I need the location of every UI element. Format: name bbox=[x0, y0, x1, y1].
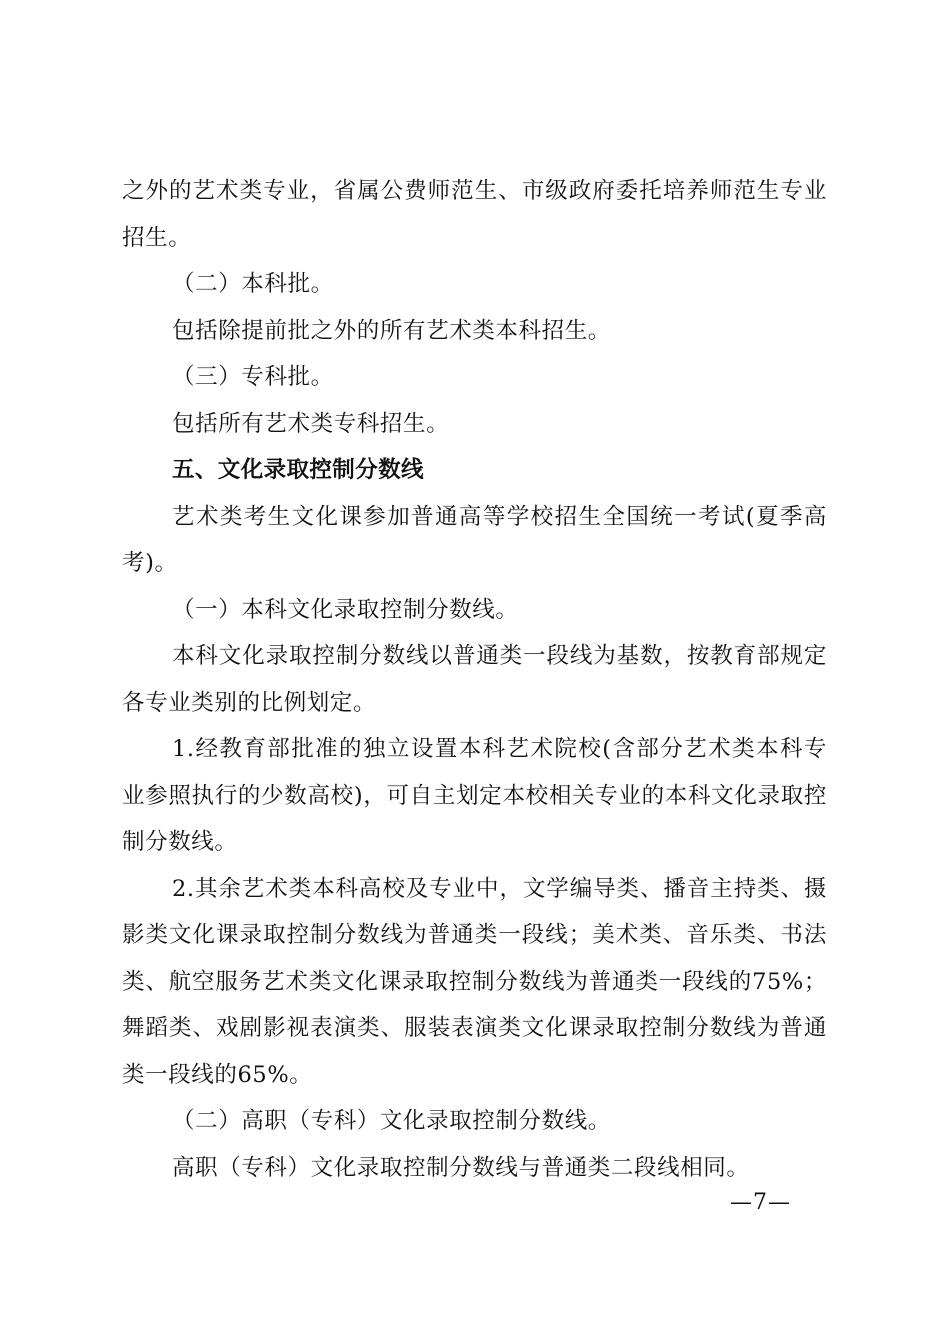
subheading-undergraduate-score-line: （一）本科文化录取控制分数线。 bbox=[172, 596, 519, 623]
list-item-1: 1.经教育部批准的独立设置本科艺术院校(含部分艺术类本科专业参照执行的少数高校)，可自主划定本校相关专业的本科文化录取控制分数线。 bbox=[122, 736, 827, 855]
paragraph-continuation: 之外的艺术类专业，省属公费师范生、市级政府委托培养师范生专业招生。 bbox=[122, 178, 827, 251]
subheading-vocational-score-line: （二）高职（专科）文化录取控制分数线。 bbox=[172, 1108, 611, 1134]
paragraph-vocational-score-line: 高职（专科）文化录取控制分数线与普通类二段线相同。 bbox=[172, 1154, 750, 1181]
paragraph-exam-info: 艺术类考生文化课参加普通高等学校招生全国统一考试(夏季高考)。 bbox=[122, 503, 827, 576]
subheading-undergraduate-batch: （二）本科批。 bbox=[172, 271, 334, 297]
page-number: —7— bbox=[730, 1190, 791, 1215]
subheading-vocational-batch: （三）专科批。 bbox=[172, 364, 334, 390]
document-body bbox=[122, 168, 827, 1191]
paragraph-vocational-batch: 包括所有艺术类专科招生。 bbox=[172, 410, 450, 437]
list-item-2: 2.其余艺术类本科高校及专业中，文学编导类、播音主持类、摄影类文化课录取控制分数线为普通类一段线；美术类、音乐类、书法类、航空服务艺术类文化课录取控制分数线为普通类一段线的75%；舞蹈类、戏剧影视表演类、服装表演类文化课录取控制分数线为普通类一段线的65%。 bbox=[122, 875, 827, 1088]
section-heading-score-lines: 五、文化录取控制分数线 bbox=[172, 457, 424, 483]
paragraph-undergraduate-batch: 包括除提前批之外的所有艺术类本科招生。 bbox=[172, 317, 611, 344]
paragraph-undergraduate-score-line: 本科文化录取控制分数线以普通类一段线为基数，按教育部规定各专业类别的比例划定。 bbox=[122, 643, 827, 716]
